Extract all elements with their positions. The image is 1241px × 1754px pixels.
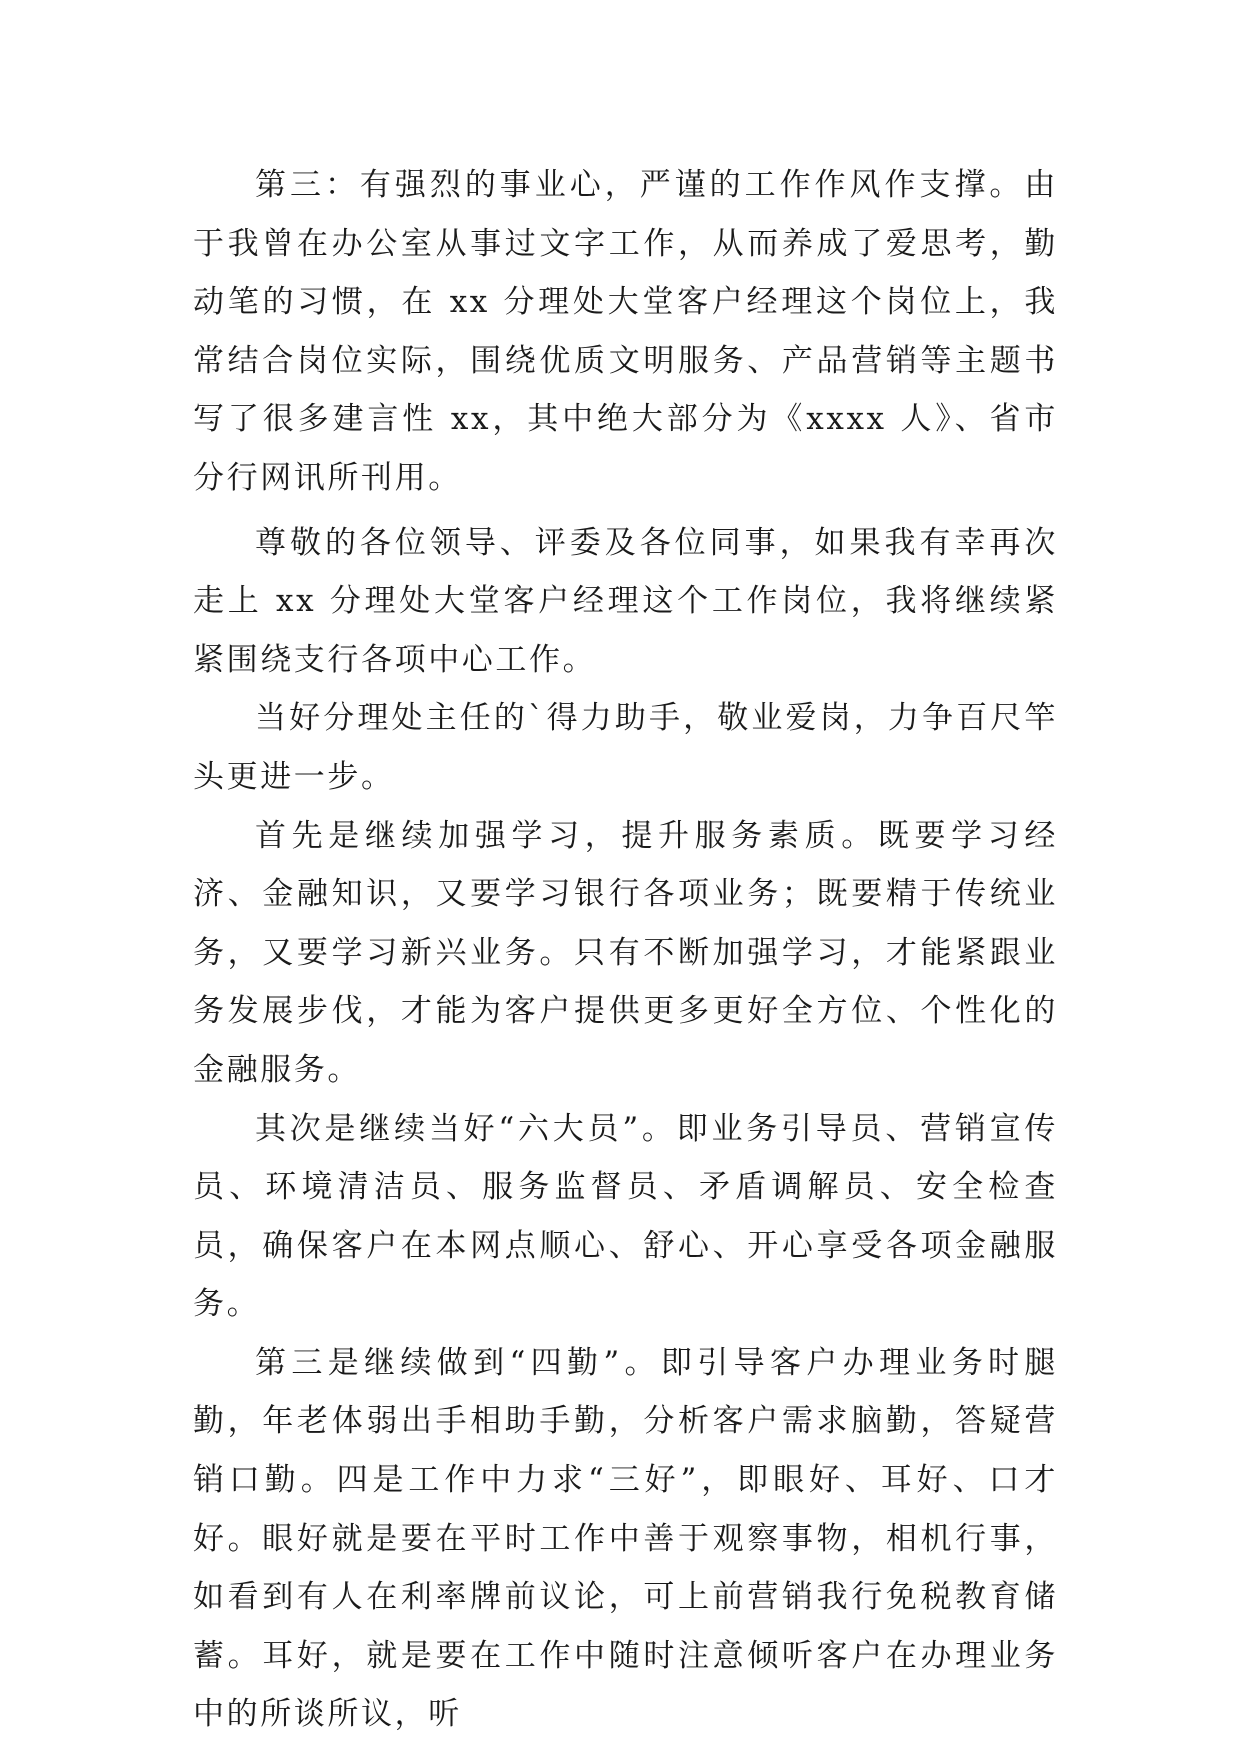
- paragraph-6: 第三是继续做到“四勤”。即引导客户办理业务时腿勤，年老体弱出手相助手勤，分析客户需求脑勤，答疑营销口勤。四是工作中力求“三好”，即眼好、耳好、口才好。眼好就是要在平时工作中善于观察事物，相机行事，如看到有人在利率牌前议论，可上前营销我行免税教育储蓄。耳好，就是要在工作中随时注意倾听客户在办理业务中的所谈所议，听: [193, 1344, 1058, 1733]
- paragraph-1: 第三：有强烈的事业心，严谨的工作作风作支撑。由于我曾在办公室从事过文字工作，从而养成了爱思考，勤动笔的习惯，在 xx 分理处大堂客户经理这个岗位上，我常结合岗位实际，围绕优质文明服务、产品营销等主题书写了很多建言性 xx，其中绝大部分为《xxxx 人》、省市分行网讯所刊用。: [193, 167, 1058, 496]
- paragraph-2: 尊敬的各位领导、评委及各位同事，如果我有幸再次走上 xx 分理处大堂客户经理这个工作岗位，我将继续紧紧围绕支行各项中心工作。: [193, 524, 1058, 678]
- paragraph-4: 首先是继续加强学习，提升服务素质。既要学习经济、金融知识，又要学习银行各项业务；既要精于传统业务，又要学习新兴业务。只有不断加强学习，才能紧跟业务发展步伐，才能为客户提供更多更好全方位、个性化的金融服务。: [193, 817, 1058, 1088]
- paragraph-5: 其次是继续当好“六大员”。即业务引导员、营销宣传员、环境清洁员、服务监督员、矛盾调解员、安全检查员，确保客户在本网点顺心、舒心、开心享受各项金融服务。: [193, 1110, 1058, 1323]
- document-body: [193, 156, 1058, 1744]
- paragraph-3: 当好分理处主任的`得力助手，敬业爱岗，力争百尺竿头更进一步。: [193, 700, 1058, 795]
